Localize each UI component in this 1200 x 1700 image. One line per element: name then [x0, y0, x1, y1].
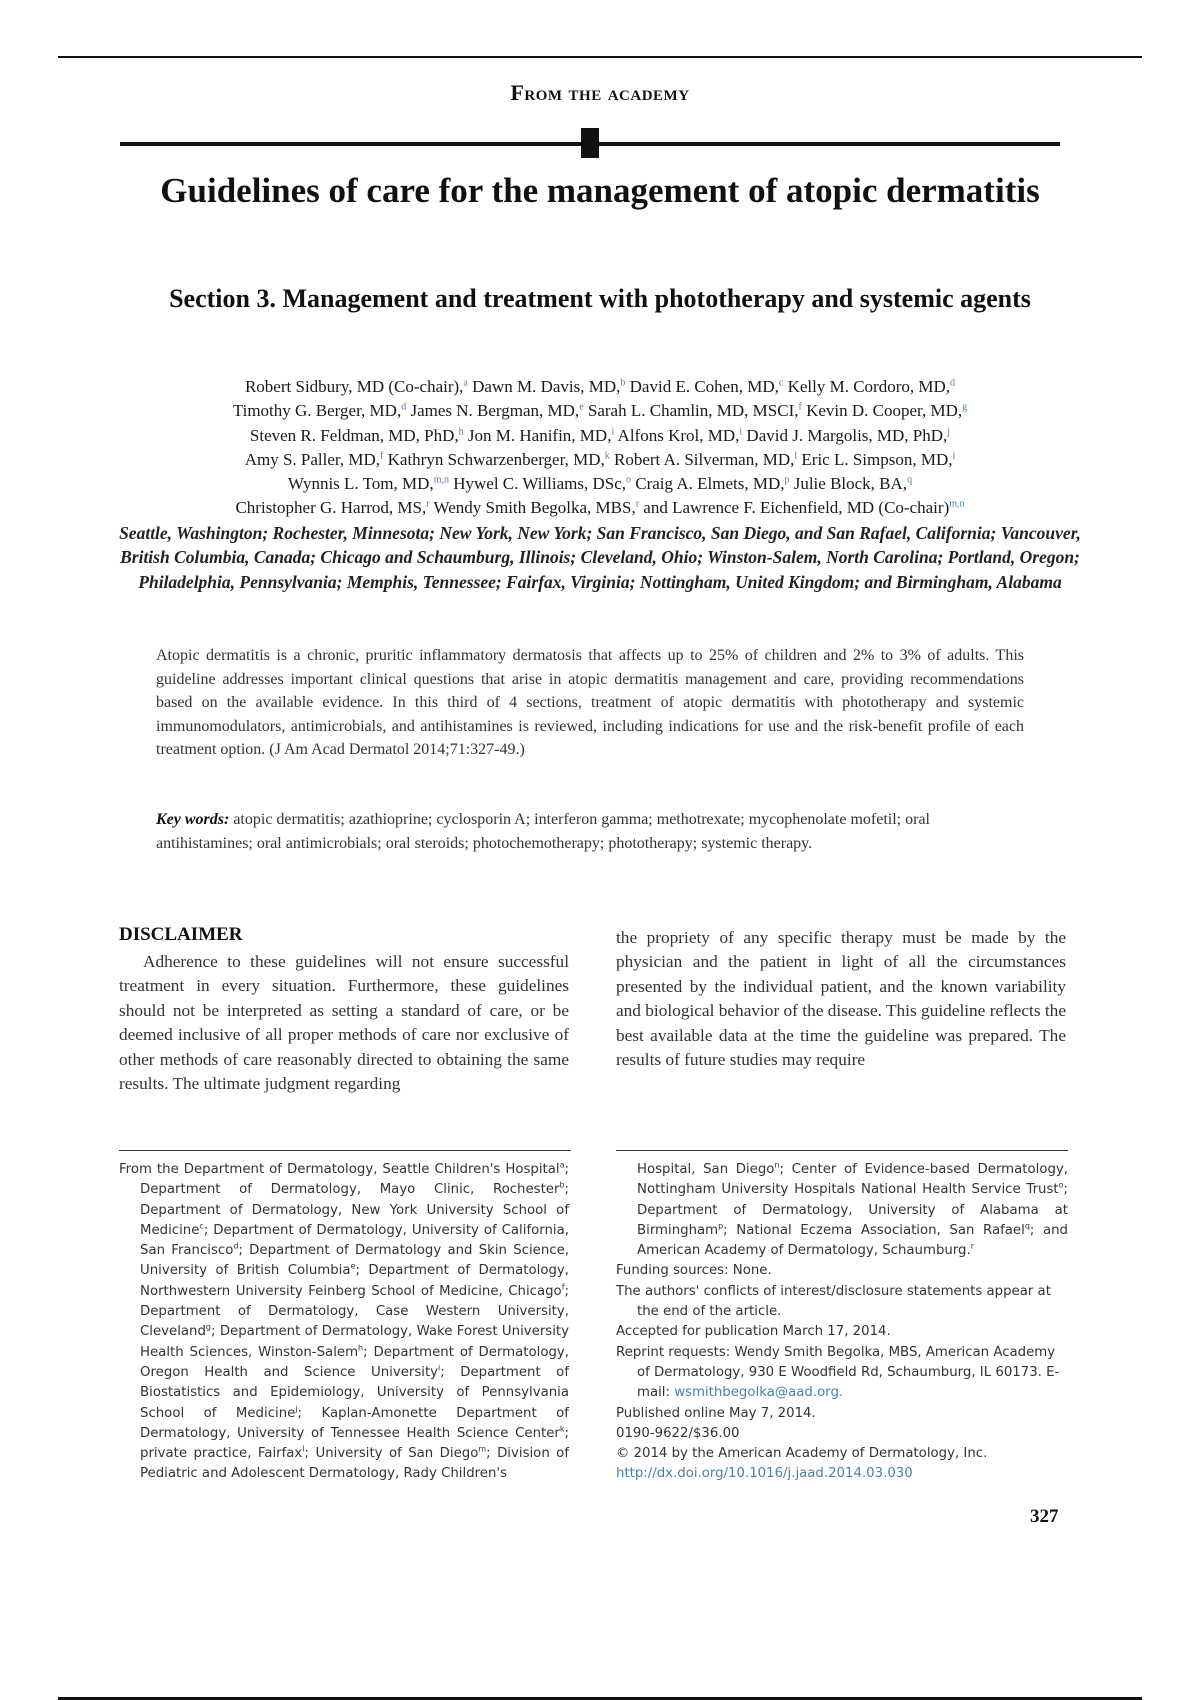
issn-price: 0190-9622/$36.00	[616, 1425, 740, 1441]
affiliations-continued	[616, 1160, 1068, 1261]
author-line	[100, 448, 1100, 472]
affiliation-text: ; Department of Dermatology, Wake Forest University Health Sciences, Winston-Salem	[140, 1324, 569, 1360]
affiliation-marker: q	[1024, 1221, 1030, 1231]
affiliation-marker[interactable]: p	[784, 474, 790, 486]
author-name: and Lawrence F. Eichenfield, MD (Co-chair)	[643, 498, 950, 518]
author-line	[100, 399, 1100, 423]
affiliation-marker[interactable]: m,n	[433, 474, 449, 486]
affiliation-marker[interactable]: m,n	[949, 498, 965, 510]
reprint-requests	[616, 1343, 1068, 1404]
affiliation-marker: f	[561, 1282, 565, 1292]
author-name: Alfons Krol, MD,	[617, 425, 740, 445]
author-name: Steven R. Feldman, MD, PhD,	[249, 425, 459, 445]
affiliation-marker: b	[559, 1180, 565, 1190]
affiliation-marker[interactable]: b	[620, 377, 626, 389]
affiliation-marker[interactable]: a	[463, 377, 468, 389]
keywords	[156, 808, 1024, 855]
author-name: Kathryn Schwarzenberger, MD,	[387, 449, 605, 469]
affiliation-marker: e	[350, 1262, 356, 1272]
published-date: Published online May 7, 2014.	[616, 1405, 816, 1421]
affiliation-marker[interactable]: r	[426, 498, 430, 510]
affiliation-marker[interactable]: o	[626, 474, 631, 486]
affiliations-text	[119, 1160, 569, 1485]
affiliation-text: ; National Eczema Association, San Rafael	[723, 1222, 1025, 1238]
affiliation-text: ; University of San Diego	[304, 1446, 479, 1462]
affiliation-marker: h	[358, 1343, 364, 1353]
affiliation-marker[interactable]: f	[380, 450, 384, 462]
footnote-rule-right	[616, 1150, 1068, 1151]
accepted-date: Accepted for publication March 17, 2014.	[616, 1324, 891, 1340]
affiliation-marker[interactable]: j	[947, 425, 951, 437]
author-name: Robert A. Silverman, MD,	[613, 449, 795, 469]
author-name: David E. Cohen, MD,	[629, 377, 779, 396]
author-line	[100, 424, 1100, 448]
affiliation-marker[interactable]: l	[794, 450, 798, 462]
affiliation-text: From the Department of Dermatology, Seattle Children's Hospital	[119, 1162, 560, 1177]
author-name: Wynnis L. Tom, MD,	[287, 474, 434, 494]
divider-block-ornament	[581, 128, 599, 158]
author-name: David J. Margolis, MD, PhD,	[746, 425, 948, 445]
keywords-list: atopic dermatitis; azathioprine; cyclosporin A; interferon gamma; methotrexate; mycophenolate mofetil; oral antihistamines; oral antimicrobials; oral steroids; photochemotherapy; phototherapy; systemic therapy.	[156, 811, 930, 852]
affiliation-marker: m	[478, 1444, 487, 1454]
affiliation-marker[interactable]: d	[401, 401, 407, 413]
copyright: © 2014 by the American Academy of Dermatology, Inc.	[616, 1446, 988, 1462]
doi-link[interactable]: http://dx.doi.org/10.1016/j.jaad.2014.03.030	[616, 1466, 913, 1482]
affiliation-text: ; private practice, Fairfax	[140, 1425, 569, 1462]
affiliation-marker: r	[970, 1241, 975, 1251]
reprint-text: Reprint requests: Wendy Smith Begolka, MBS, American Academy of Dermatology, 930 E Woodfield Rd, Schaumburg, IL 60173.	[616, 1344, 1056, 1380]
author-line	[100, 375, 1100, 399]
affiliation-marker: d	[233, 1241, 239, 1251]
author-name: Craig A. Elmets, MD,	[635, 474, 785, 494]
affiliation-marker[interactable]: i	[952, 450, 956, 462]
author-name: Christopher G. Harrod, MS,	[235, 498, 427, 518]
affiliation-text: ; and American Academy of Dermatology, Schaumburg.	[637, 1222, 1068, 1259]
author-name: Wendy Smith Begolka, MBS,	[433, 498, 636, 518]
affiliation-marker: n	[774, 1160, 780, 1170]
affiliation-marker: o	[1058, 1180, 1064, 1190]
affiliation-text: ; Department of Dermatology, University of California, San Francisco	[140, 1222, 569, 1259]
affiliation-marker: j	[295, 1404, 298, 1414]
disclaimer-text-left: Adherence to these guidelines will not ensure successful treatment in every situation. Furthermore, these guidelines should not be interpreted as setting a standard of care, or be deemed inclusive of all proper methods of care nor exclusive of other methods of care reasonably directed to obtaining the same results. The ultimate judgment regarding	[119, 952, 569, 1094]
affiliation-text: ; Kaplan-Amonette Department of Dermatology, University of Tennessee Health Science Center	[140, 1405, 569, 1441]
affiliation-marker[interactable]: e	[579, 401, 584, 413]
author-name: Eric L. Simpson, MD,	[801, 449, 953, 469]
affiliation-text: ; Center of Evidence-based Dermatology, Nottingham University Hospitals National Health Service Trust	[637, 1162, 1069, 1198]
affiliation-marker[interactable]: d	[950, 377, 956, 389]
footnote-metadata	[616, 1160, 1068, 1485]
affiliation-text: ; Department of Dermatology, Oregon Health and Science University	[140, 1344, 569, 1380]
affiliation-text: ; Department of Biostatistics and Epidemiology, University of Pennsylvania School of Medicine	[140, 1364, 569, 1421]
affiliation-marker: c	[199, 1221, 204, 1231]
author-name: Timothy G. Berger, MD,	[232, 401, 402, 421]
funding-sources: Funding sources: None.	[616, 1263, 772, 1279]
article-subtitle: Section 3. Management and treatment with phototherapy and systemic agents	[169, 284, 1031, 313]
affiliation-marker: a	[559, 1160, 565, 1170]
author-name: Hywel C. Williams, DSc,	[453, 474, 626, 494]
affiliation-text: ; Department of Dermatology, Case Western University, Cleveland	[140, 1283, 569, 1340]
affiliation-marker: l	[302, 1444, 305, 1454]
affiliation-marker[interactable]: k	[604, 450, 610, 462]
affiliation-marker[interactable]: i	[739, 425, 743, 437]
affiliation-marker: k	[559, 1424, 565, 1434]
affiliation-marker[interactable]: g	[962, 401, 968, 413]
affiliation-marker[interactable]: i	[611, 425, 615, 437]
conflicts-statement: The authors' conflicts of interest/disclosure statements appear at the end of the article.	[616, 1283, 1051, 1320]
affiliation-text: ; Department of Dermatology, New York University School of Medicine	[140, 1182, 569, 1238]
author-name: Kevin D. Cooper, MD,	[806, 401, 963, 421]
affiliation-text: ; Department of Dermatology and Skin Science, University of British Columbia	[140, 1243, 569, 1279]
affiliation-marker: g	[205, 1322, 211, 1332]
affiliation-marker: p	[718, 1221, 724, 1231]
author-line	[100, 496, 1100, 520]
author-name: Julie Block, BA,	[793, 474, 908, 494]
affiliation-text: ; Department of Dermatology, Mayo Clinic, Rochester	[140, 1162, 569, 1198]
affiliation-marker[interactable]: f	[798, 401, 802, 413]
author-name: Robert Sidbury, MD (Co-chair),	[244, 377, 464, 396]
affiliation-text: ; Department of Dermatology, University of Alabama at Birmingham	[637, 1182, 1068, 1238]
keywords-label: Key words:	[156, 811, 230, 828]
author-locations: Seattle, Washington; Rochester, Minnesota; New York, New York; San Francisco, San Diego, and San Rafael, California; Vancouver, British Columbia, Canada; Chicago and Schaumburg, Illinois; Cleveland, Ohio; Winston-Salem, North Carolina; Portland, Oregon; Philadelphia, Pennsylvania; Memphis, Tennessee; Fairfax, Virginia; Nottingham, United Kingdom; and Birmingham, Alabama	[119, 523, 1081, 592]
affiliation-marker[interactable]: h	[458, 425, 464, 437]
author-name: Dawn M. Davis, MD,	[472, 377, 621, 396]
author-name: James N. Bergman, MD,	[410, 401, 580, 421]
email-label: E-mail:	[637, 1364, 1060, 1401]
footnote-affiliations	[119, 1160, 569, 1485]
author-name: Kelly M. Cordoro, MD,	[787, 377, 951, 396]
author-list	[100, 375, 1100, 521]
article-title: Guidelines of care for the management of atopic dermatitis	[160, 171, 1040, 210]
affiliation-marker[interactable]: r	[635, 498, 640, 510]
section-label: From the academy	[510, 80, 690, 105]
affiliation-text: ; Division of Pediatric and Adolescent Dermatology, Rady Children's	[140, 1446, 569, 1482]
email-link[interactable]: wsmithbegolka@aad.org.	[674, 1385, 844, 1401]
disclaimer-heading: DISCLAIMER	[119, 924, 243, 945]
affiliation-marker[interactable]: q	[907, 474, 913, 486]
abstract: Atopic dermatitis is a chronic, pruritic inflammatory dermatosis that affects up to 25% of children and 2% to 3% of adults. This guideline addresses important clinical questions that arise in atopic dermatitis management and care, providing recommendations based on the available evidence. In this third of 4 sections, treatment of atopic dermatitis with phototherapy and systemic immunomodulators, antimicrobials, and antihistamines is reviewed, including indications for use and the risk-benefit profile of each treatment option. (J Am Acad Dermatol 2014;71:327-49.)	[156, 647, 1024, 758]
author-name: Amy S. Paller, MD,	[244, 449, 381, 469]
affiliation-text: ; Department of Dermatology, Northwestern University Feinberg School of Medicine, Chicago	[140, 1263, 569, 1299]
affiliation-marker: i	[438, 1363, 441, 1373]
affiliation-marker[interactable]: c	[778, 377, 784, 389]
author-line	[100, 472, 1100, 496]
affiliation-text: Hospital, San Diego	[637, 1162, 775, 1177]
footnote-rule-left	[119, 1150, 571, 1151]
author-name: Sarah L. Chamlin, MD, MSCI,	[587, 401, 799, 421]
author-name: Jon M. Hanifin, MD,	[467, 425, 612, 445]
disclaimer-text-right: the propriety of any specific therapy must be made by the physician and the patient in light of all the circumstances presented by the individual patient, and the known variability and biological behavior of the disease. This guideline reflects the best available data at the time the guideline was prepared. The results of future studies may require	[616, 928, 1066, 1070]
page-number: 327	[1030, 1506, 1059, 1527]
top-rule	[58, 56, 1142, 58]
